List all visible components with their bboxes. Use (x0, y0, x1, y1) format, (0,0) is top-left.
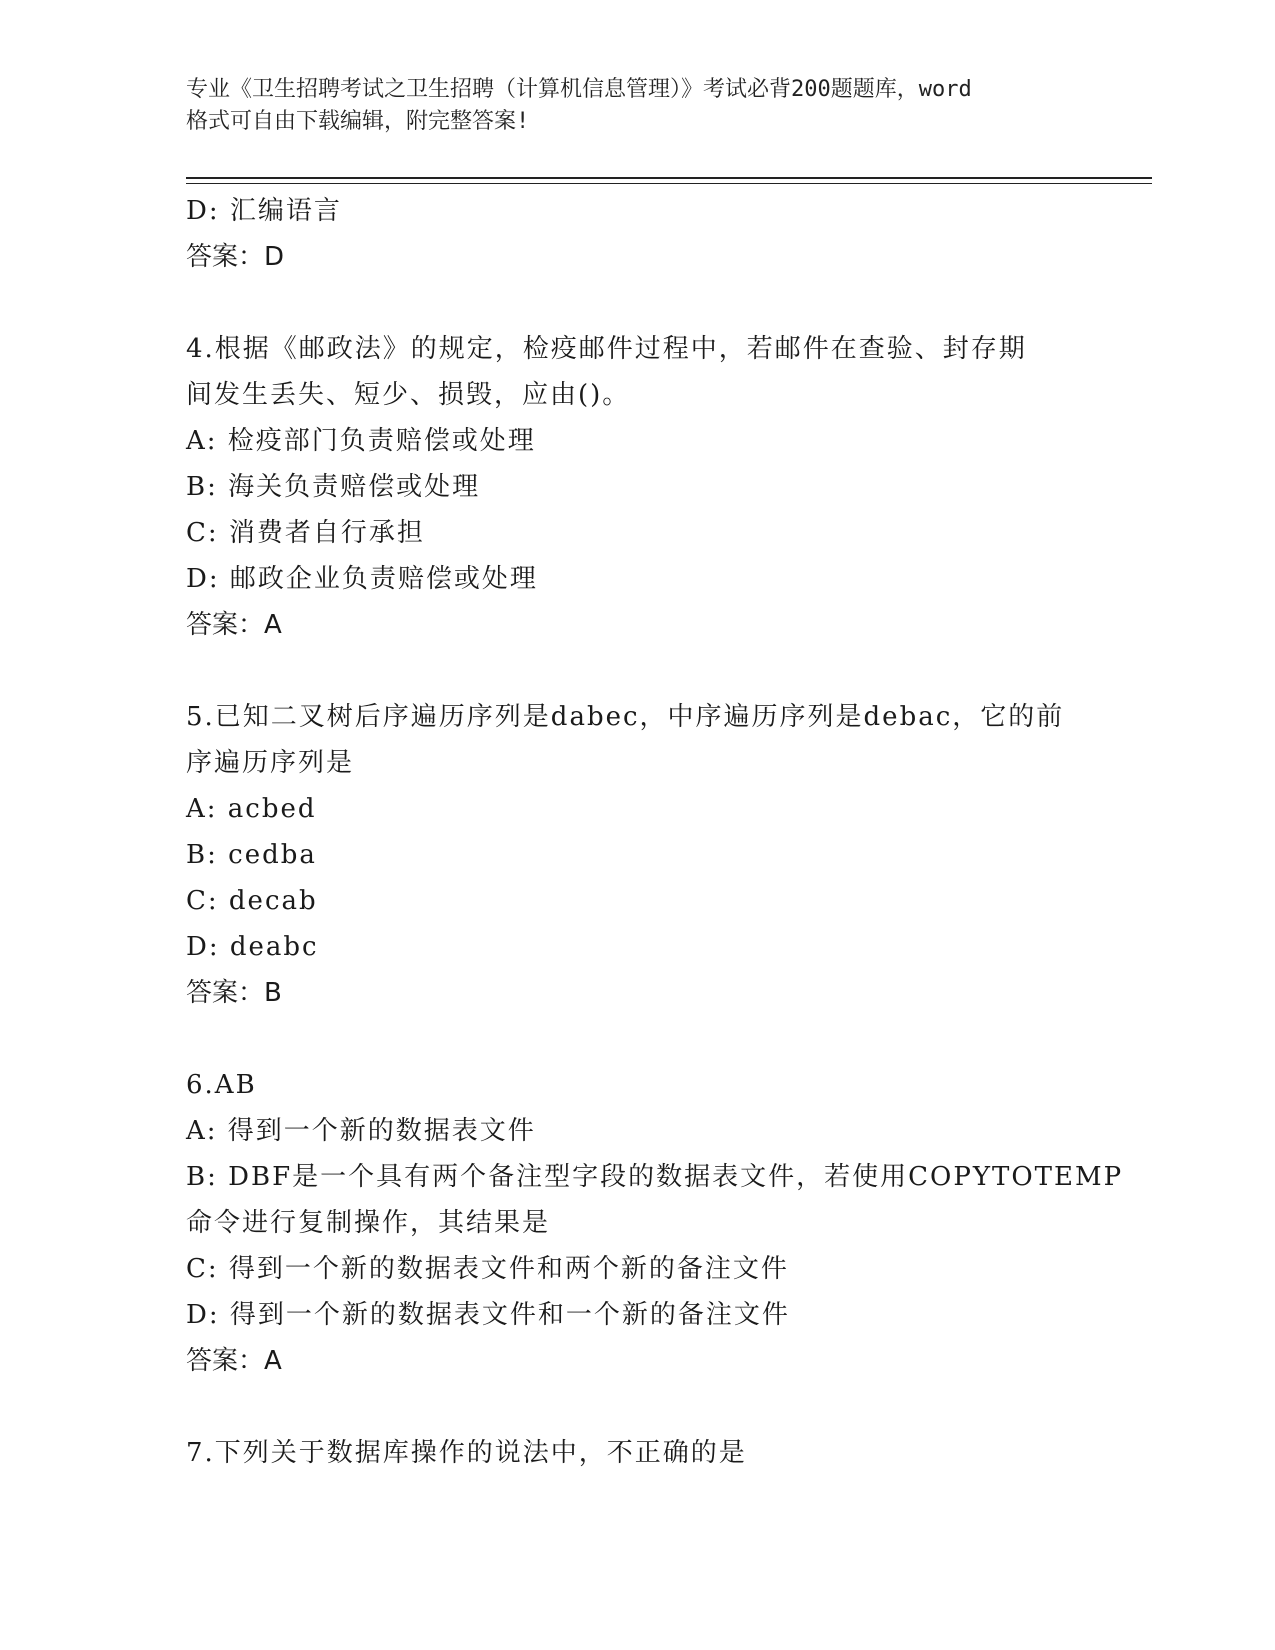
option-d: D: 得到一个新的数据表文件和一个新的备注文件 (186, 1300, 790, 1330)
header-line-2: 格式可自由下载编辑，附完整答案! (186, 109, 530, 134)
question-stem-line: 7.下列关于数据库操作的说法中，不正确的是 (186, 1438, 747, 1468)
question-5 (186, 694, 1086, 1016)
spacer (186, 1016, 1086, 1062)
question-content (186, 188, 1124, 1476)
question-prev (186, 188, 1086, 280)
answer-line: 答案：B (186, 978, 282, 1008)
option-b: B: 海关负责赔偿或处理 (186, 472, 481, 502)
option-a: A: 检疫部门负责赔偿或处理 (186, 426, 536, 456)
document-header (186, 74, 1086, 138)
answer-line: 答案：A (186, 1346, 282, 1376)
spacer (186, 1384, 1086, 1430)
option-b: B: DBF是一个具有两个备注型字段的数据表文件，若使用COPYTOTEMP (186, 1162, 1124, 1192)
spacer (186, 648, 1086, 694)
question-stem-line: 4.根据《邮政法》的规定，检疫邮件过程中，若邮件在查验、封存期 (186, 334, 1027, 364)
option-c: C: 消费者自行承担 (186, 518, 425, 548)
option-d: D: 汇编语言 (186, 196, 342, 226)
question-stem-line: 序遍历序列是 (186, 748, 355, 778)
header-rule-thin (186, 183, 1152, 184)
option-d: D: 邮政企业负责赔偿或处理 (186, 564, 538, 594)
answer-line: 答案：D (186, 242, 285, 272)
option-a: A: acbed (186, 794, 317, 824)
option-a: A: 得到一个新的数据表文件 (186, 1116, 536, 1146)
option-c: C: 得到一个新的数据表文件和两个新的备注文件 (186, 1254, 789, 1284)
header-rule-thick (186, 177, 1152, 179)
question-stem-line: 间发生丢失、短少、损毁，应由()。 (186, 380, 631, 410)
question-4 (186, 326, 1086, 648)
option-d: D: deabc (186, 932, 319, 962)
option-b: B: cedba (186, 840, 317, 870)
question-stem-line: 5.已知二叉树后序遍历序列是dabec，中序遍历序列是debac，它的前 (186, 702, 1065, 732)
question-7 (186, 1430, 1086, 1476)
option-c: C: decab (186, 886, 318, 916)
answer-line: 答案：A (186, 610, 282, 640)
question-stem-line: 6.AB (186, 1070, 257, 1100)
spacer (186, 280, 1086, 326)
header-line-1: 专业《卫生招聘考试之卫生招聘（计算机信息管理）》考试必背200题题库，word (186, 77, 972, 102)
question-6 (186, 1062, 1124, 1384)
option-b-continued: 命令进行复制操作，其结果是 (186, 1208, 551, 1238)
